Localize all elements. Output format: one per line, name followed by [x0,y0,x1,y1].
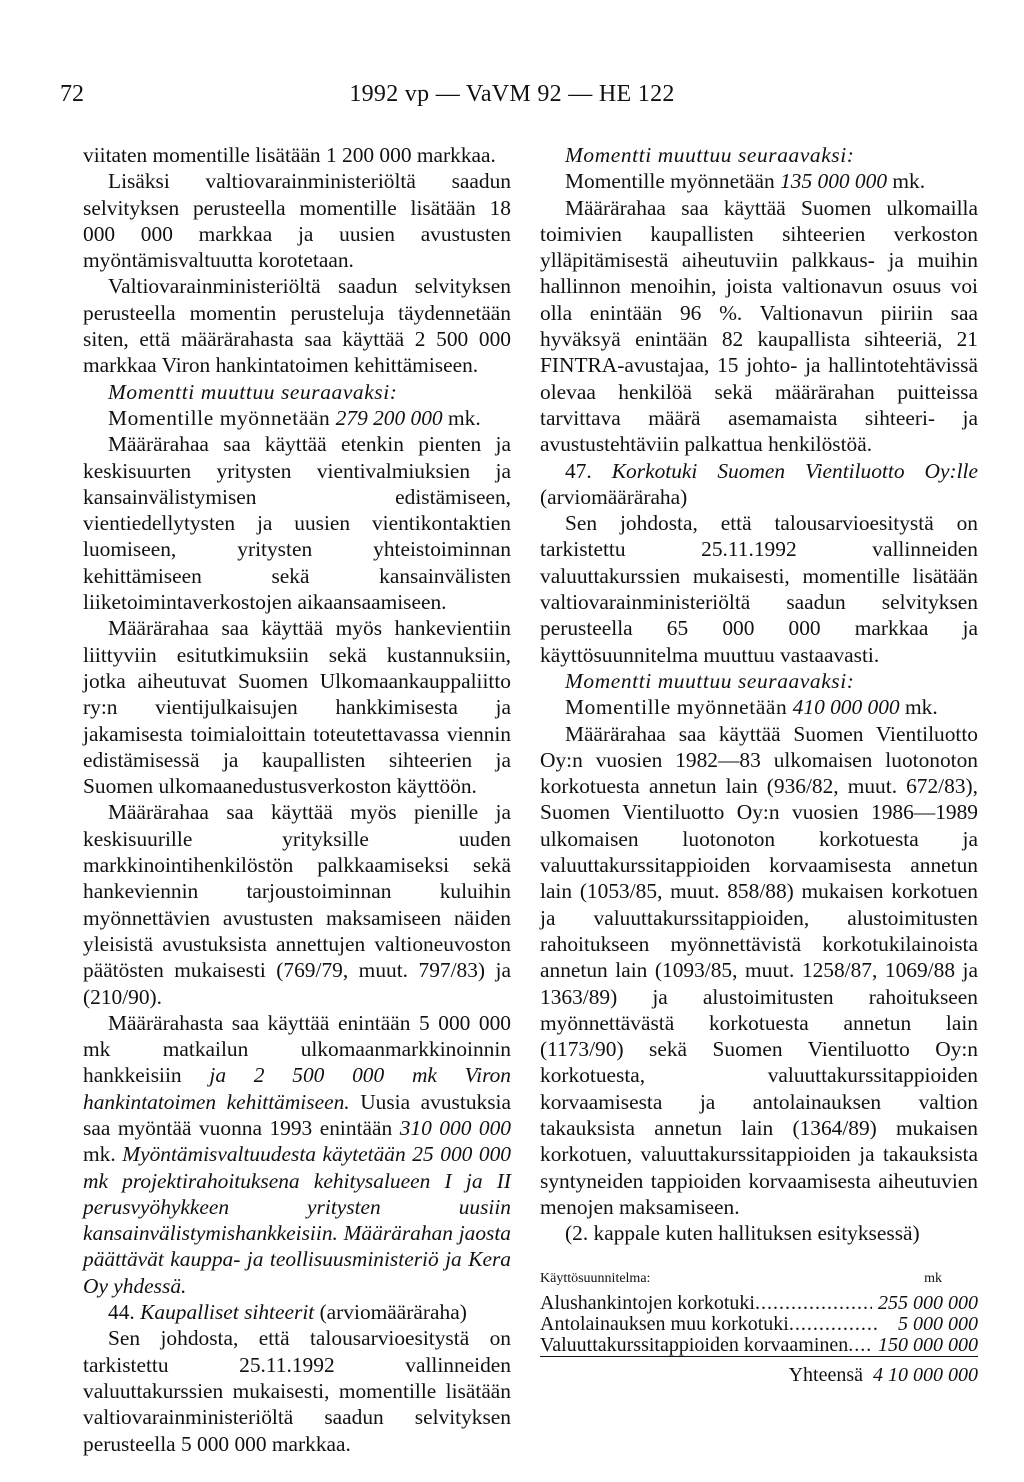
grant-amount: 410 000 000 [792,695,900,720]
total-value: 4 10 000 000 [873,1364,978,1387]
spending-plan-unit: mk [924,1271,942,1287]
paragraph: Määrärahaa saa käyttää myös hankevientiin liittyviin esitutkimuksiin sekä kustannuksiin, jotka aiheutuvat Suomen Ulkomaankauppaliitto ry:n vientijulkaisujen hankkimisesta ja jakamisesta toimialoittain toteutettavassa viennin edistämisessä ja kaupallisten sihteerien ja Suomen ulkomaanedustusverkoston käyttöön. [83,616,511,799]
item-title: Kaupalliset sihteerit [140,1300,315,1325]
paragraph: Sen johdosta, että talousarvioesitystä on tarkistettu 25.11.1992 vallinneiden valuuttakurssien mukaisesti, momentille lisätään valtiovarainministeriöltä saadun selvityksen perusteella 5 000 000 markkaa. [83,1326,511,1456]
table-row [540,1314,978,1335]
grant-prefix: Momentille myönnetään [565,169,775,194]
grant-amount: 279 200 000 [335,405,443,430]
item-number: 44. [108,1300,135,1325]
left-column [83,142,511,1457]
paragraph: Valtiovarainministeriöltä saadun selvityksen perusteella momentin perusteluja täydennetään siten, että määrärahasta saa käyttää 2 500 000 markkaa Viron hankintatoimen kehittämiseen. [83,274,511,378]
paragraph: Lisäksi valtiovarainministeriöltä saadun selvityksen perusteella momentille lisätään 18 000 000 markkaa ja uusien avustusten myöntämisvaltuutta korotetaan. [83,169,511,273]
running-head: 1992 vp — VaVM 92 — HE 122 [349,81,675,107]
spacer [540,1246,978,1266]
page-number: 72 [60,81,84,107]
paragraph: Sen johdosta, että talousarvioesitystä on tarkistettu 25.11.1992 vallinneiden valuuttakurssien mukaisesti, momentille lisätään valtiovarainministeriöltä saadun selvityksen perusteella 65 000 000 markkaa ja käyttösuunnitelma muuttuu vastaavasti. [540,511,978,667]
grant-line [540,694,978,720]
row-label: Valuuttakurssitappioiden korvaaminen [540,1334,849,1357]
item-heading-44 [83,1299,511,1325]
paragraph-text: Uusia avustuksia saa myöntää vuonna 1993 enintään [83,1089,511,1140]
grant-line [540,168,978,194]
item-type: (arviomääräraha) [319,1300,467,1325]
table-row [540,1335,978,1357]
right-column [540,142,978,1386]
paragraph: (2. kappale kuten hallituksen esityksessä) [565,1221,920,1246]
grant-suffix: mk. [904,695,938,720]
leader-dots [848,1335,872,1356]
item-heading-47 [540,458,978,511]
leader-dots [789,1314,877,1335]
spending-plan-table [540,1268,978,1386]
table-row [540,1293,978,1314]
row-label: Antolainauksen muu korkotuki [540,1313,789,1336]
grant-line [83,405,511,431]
spending-plan-header [540,1268,978,1289]
leader-dots [755,1293,872,1314]
section-heading [540,142,978,168]
paragraph: viitaten momentille lisätään 1 200 000 markkaa. [83,143,496,167]
grant-prefix: Momentille myönnetään [565,695,788,720]
paragraph-text: mk. [83,1142,116,1167]
total-row [540,1365,978,1386]
heading-text: Momentti muuttuu seuraavaksi: [565,143,855,167]
grant-prefix: Momentille myönnetään [108,405,331,430]
paragraph: Määrärahaa saa käyttää etenkin pienten ja keskisuurten yritysten vientivalmiuksien ja kansainvälistymisen edistämiseen, vientiedellytysten ja uusien vientikontaktien luomiseen, yritysten yhteistoiminnan kehittämiseen sekä kansainvälisten liiketoimintaverkostojen aikaansaamiseen. [83,432,511,615]
grant-amount: 135 000 000 [780,169,888,194]
paragraph: Määrärahaa saa käyttää myös pienille ja keskisuurille yrityksille uuden markkinointihenkilöstön palkkaamiseksi sekä hankeviennin tarjoustoiminnan kuluihin myönnettävien avustusten maksamiseen näiden yleisistä avustuksista annettujen valtioneuvoston päätösten mukaisesti (769/79, muut. 797/83) ja (210/90). [83,800,511,1009]
item-number: 47. [565,458,592,483]
section-heading [540,668,978,694]
item-type: (arviomääräraha) [540,484,688,509]
paragraph-italic: ja 2 500 000 mk Viron hankintatoimen kehittämiseen. [83,1063,511,1114]
grant-suffix: mk. [447,405,481,430]
row-value: 5 000 000 [898,1313,978,1336]
row-label: Alushankintojen korkotuki [540,1292,755,1315]
heading-text: Momentti muuttuu seuraavaksi: [565,668,855,693]
paragraph-italic: Myöntämisvaltuudesta käytetään 25 000 000 mk projektirahoituksena kehitysalueen I ja II perusvyöhykkeen yritysten uusiin kansainvälistymishankkeisiin. Määrärahan jaosta päättävät kauppa- ja teollisuusministeriö ja Kera Oy yhdessä. [83,1142,511,1298]
item-title: Korkotuki Suomen Vientiluotto Oy:lle [611,458,978,483]
paragraph [83,1010,511,1299]
paragraph: Määrärahaa saa käyttää Suomen ulkomailla toimivien kaupallisten sihteerien verkoston ylläpitämisestä aiheutuviin palkkaus- ja muihin hallinnon menoihin, joista valtionavun osuus voi olla enintään 96 %. Valtionavun piiriin saa hyväksyä enintään 82 kaupallista sihteeriä, 21 FINTRA-avustajaa, 15 johto- ja hallintotehtävissä olevaa henkilöä sekä määrärahan puitteissa tarvittava määrä asemamaista sihteeri- ja avustustehtäviin palkattua henkilöstöä. [540,195,978,457]
paragraph: Määrärahaa saa käyttää Suomen Vientiluotto Oy:n vuosien 1982—83 ulkomaisen luotonoton korkotuesta annetun lain (936/82, muut. 672/83), Suomen Vientiluotto Oy:n vuosien 1986—1989 ulkomaisen luotonoton korkotuesta ja valuuttakurssitappioiden korvaamisesta annetun lain (1053/85, muut. 858/88) mukaisen korkotuen ja valuuttakurssitappioiden, alustoimitusten rahoitukseen myönnettävistä korkotukilainoista annetun lain (1093/85, muut. 1258/87, 1069/88 ja 1363/89) ja alustoimitusten rahoitukseen myönnettävästä korkotuesta annetun lain (1173/90) sekä Suomen Vientiluotto Oy:n korkotuesta, valuuttakurssitappioiden korvaamisesta ja antolainauksen valtion takauksista annetun lain (1364/89) mukaisen korkotuen, valuuttakurssitappioiden ja takauksista syntyneiden tappioiden korvaamisesta aiheutuvien menojen maksamiseen. [540,721,978,1219]
spending-plan-title: Käyttösuunnitelma: [540,1271,651,1287]
row-value: 255 000 000 [878,1292,978,1315]
heading-text: Momentti muuttuu seuraavaksi: [108,379,398,404]
grant-suffix: mk. [892,169,926,194]
section-heading [83,379,511,405]
row-value: 150 000 000 [878,1334,978,1357]
total-label: Yhteensä [788,1364,863,1387]
paragraph-text: Määrärahasta saa käyttää enintään 5 000 000 mk matkailun ulkomaanmarkkinoinnin hankkeisiin [83,1010,511,1088]
amount-italic: 310 000 000 [399,1115,511,1140]
